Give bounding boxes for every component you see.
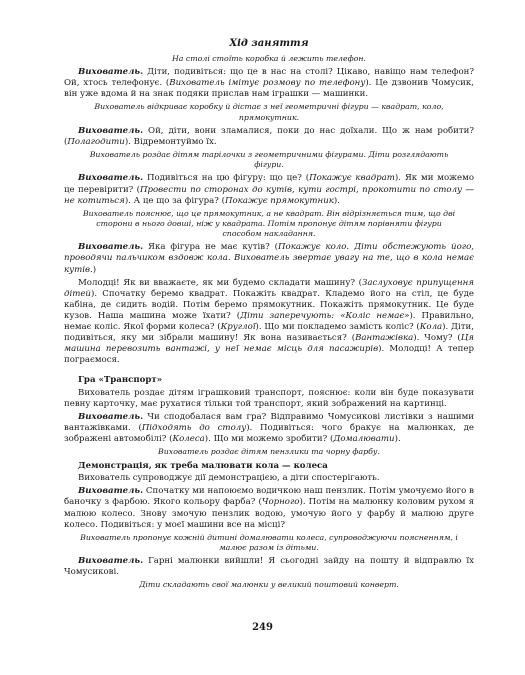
text-run: ). Спочатку беремо квадрат. Покажіть квадрат. Кладемо його на стіл, це буде кабіна, де сидить водій. Потім беремо прямокутник. Покажіть прямокутник. Це буде кузов. Наша машина може їхати? ( bbox=[64, 288, 474, 321]
text-run: Подивіться на цю фігуру: що це? ( bbox=[143, 173, 310, 184]
text-run: Молодці! Як ви вважаєте, як ми будемо складати машину? ( bbox=[78, 277, 362, 288]
text-run: ). bbox=[394, 433, 401, 444]
stage-direction: На столі стоїть коробка й лежить телефон. bbox=[171, 54, 367, 63]
italic-remark: Покажує прямокутник bbox=[225, 195, 334, 206]
speaker-label: Вихователь. bbox=[78, 411, 144, 422]
page-number: 249 bbox=[252, 622, 273, 633]
text-run: ). Як ми можемо це перевірити? ( bbox=[64, 173, 474, 195]
paragraph bbox=[64, 173, 474, 206]
text-run: ). Це дзвонив Чомусик, він уже вдома й на знак подяки прислав нам іграшки — машинки. bbox=[64, 78, 474, 100]
italic-remark: Покажує квадрат bbox=[309, 173, 395, 184]
text-run: ). Що ми покладемо замість коліс? ( bbox=[255, 322, 420, 333]
italic-remark: Заслуховує припущення дітей bbox=[64, 277, 474, 299]
paragraph bbox=[64, 473, 474, 484]
text-run: Ой, діти, вони зламалися, поки до нас доїхали. Що ж нам робити? ( bbox=[64, 125, 474, 147]
paragraph bbox=[64, 486, 474, 530]
text-run: Вихователь роздає дітям іграшковий транспорт, пояснює: коли він буде показувати певну карточку, має рухатися тільки той транспорт, який зображений на картинці. bbox=[64, 387, 474, 409]
speaker-label: Вихователь. bbox=[78, 242, 144, 253]
speaker-label: Вихователь. bbox=[78, 125, 144, 136]
speaker-label: Вихователь. bbox=[78, 173, 144, 184]
text-run: ). Що ми можемо зробити? ( bbox=[204, 433, 334, 444]
page-title: Хід заняття bbox=[229, 38, 309, 49]
text-run: ). bbox=[333, 195, 340, 206]
text-run: Вихователь супроводжує дії демонстрацією, а діти спостерігають. bbox=[78, 473, 380, 484]
stage-direction: Вихователь роздає дітям пензлики та чорну фарбу. bbox=[158, 446, 380, 456]
text-run: ). Потім на малюнку коловим рухом я малюю колесо. Знову змочую пензлик водою, умочую його у фарбу й малюю друге колесо. Подивіться: у моєї машини все на місці? bbox=[64, 497, 475, 530]
text-run: ). А це що за фігура? ( bbox=[124, 195, 226, 206]
text-run: ). Відремонтуймо їх. bbox=[124, 136, 217, 147]
italic-remark: Вихователь імітує розмову по телефону bbox=[169, 78, 366, 89]
text-run: ). Правильно, немає коліс. Якої форми колеса? ( bbox=[64, 310, 475, 333]
text-run: ). Чому? ( bbox=[413, 333, 461, 344]
text-run: Гарні малюнки вийшли! Я сьогодні зайду на пошту й відправлю їх Чомусикові. bbox=[64, 556, 474, 578]
italic-remark: Покажує коло. Діти обстежують його, проводячи пальчиком вздовж кола. Вихователь звертає увагу на те, що в кола немає кутів bbox=[64, 242, 474, 275]
italic-remark: Діти заперечують: «Коліс немає» bbox=[240, 310, 410, 321]
stage-direction: Вихователь відкриває коробку й дістає з неї геометричні фігури — квадрат, коло, прямокутник. bbox=[94, 102, 444, 122]
paragraph bbox=[64, 242, 474, 275]
speaker-label: Вихователь. bbox=[78, 486, 144, 497]
section-heading: Гра «Транспорт» bbox=[78, 375, 163, 386]
stage-direction: Вихователь роздає дітям тарілочки з геометричними фігурами. Діти розглядають фігури. bbox=[89, 150, 449, 170]
speaker-label: Вихователь. bbox=[78, 556, 144, 567]
text-run: Діти, подивіться: що це в нас на столі? Цікаво, навіщо нам телефон? Ой, хтось телефонує. ( bbox=[64, 67, 474, 89]
paragraph bbox=[64, 412, 474, 445]
page-content bbox=[64, 38, 474, 594]
italic-remark: Вантажівка bbox=[355, 333, 414, 344]
text-body bbox=[64, 54, 474, 591]
section-heading: Демонстрація, як треба малювати кола — колеса bbox=[78, 461, 328, 472]
italic-remark: Домалювати bbox=[333, 433, 395, 444]
stage-direction: Вихователь пояснює, що це прямокутник, а не квадрат. Він відрізняється тим, що дві сторони в нього довші, ніж у квадрата. Потім пропонує дітям порівняти фігури способом накладання. bbox=[82, 208, 456, 239]
stage-direction: Вихователь пропонує кожній дитині домалювати колеса, супроводжуючи поясненням, і малює разом із дітьми. bbox=[80, 532, 458, 552]
italic-remark: Підходять до столу bbox=[141, 422, 247, 433]
paragraph bbox=[64, 278, 474, 367]
text-run: Чи сподобалася вам гра? Відправимо Чомусикові листівки з нашими вантажівками. ( bbox=[64, 411, 474, 433]
text-run: Спочатку ми напоюємо водичкою наш пензлик. Потім умочуємо його в баночку з фарбою. Якого кольору фарба? ( bbox=[64, 486, 474, 508]
italic-remark: Круглої bbox=[220, 322, 256, 333]
italic-remark: Полагодити bbox=[67, 136, 125, 147]
speaker-label: Вихователь. bbox=[78, 67, 144, 78]
italic-remark: Провести по сторонах до кутів, кути гострі, прокотити по столу — не котиться bbox=[64, 184, 474, 206]
paragraph bbox=[64, 556, 474, 578]
italic-remark: Колеса bbox=[172, 433, 205, 444]
paragraph bbox=[64, 388, 474, 410]
text-run: Яка фігура не має кутів? ( bbox=[143, 242, 279, 253]
stage-direction: Діти складають свої малюнки у великий поштовий конверт. bbox=[139, 580, 399, 590]
italic-remark: Чорного bbox=[261, 497, 300, 508]
text-run: ). Молодці! А тепер пограємося. bbox=[64, 344, 474, 366]
italic-remark: Ця машина перевозить вантажі, у неї немає місць для пасажирів bbox=[64, 333, 474, 355]
italic-remark: Кола bbox=[419, 322, 443, 333]
text-run: ). Діти, подивіться, яку ми зібрали машину! Як вона називається? ( bbox=[64, 322, 474, 344]
text-run: ). Подивіться: чого бракує на малюнках, де зображені автомобілі? ( bbox=[64, 422, 474, 444]
paragraph bbox=[64, 67, 474, 100]
paragraph bbox=[64, 126, 474, 148]
text-run: .) bbox=[90, 264, 97, 275]
